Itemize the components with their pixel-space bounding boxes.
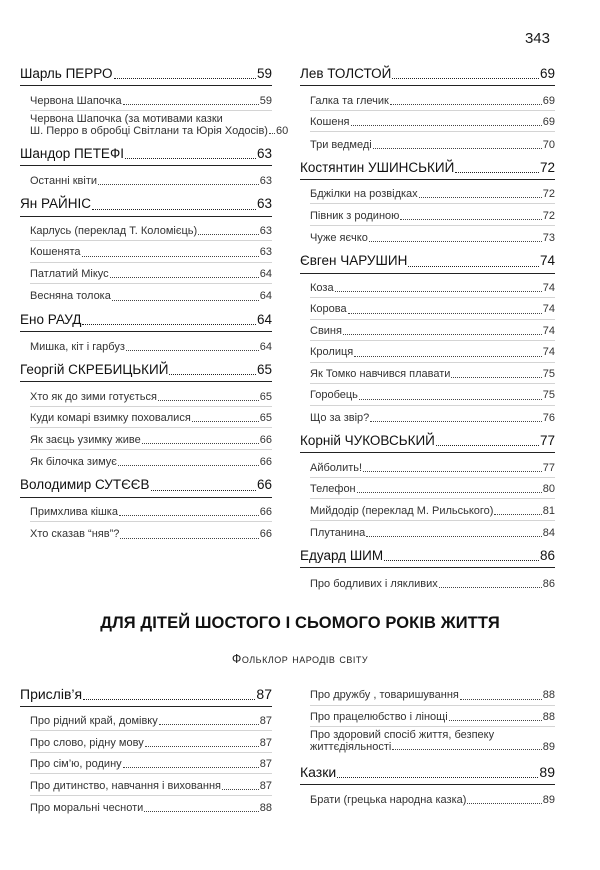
toc-item-page: 74 <box>542 346 555 359</box>
author-items <box>20 335 272 357</box>
author-group <box>20 475 272 543</box>
toc-item-page: 74 <box>542 281 555 294</box>
toc-item-page: 75 <box>542 367 555 380</box>
author-heading-title: Лев ТОЛСТОЙ <box>300 66 392 81</box>
toc-item-page: 80 <box>542 483 555 496</box>
leader-dots <box>337 777 538 778</box>
author-heading-title: Костянтин УШИНСЬКИЙ <box>300 159 455 175</box>
author-heading-page: 86 <box>539 548 555 564</box>
leader-dots <box>392 78 539 79</box>
toc-item-title: Хто як до зими готується <box>30 390 157 403</box>
toc-item-page: 89 <box>542 741 555 753</box>
page-number: 343 <box>524 30 550 47</box>
author-heading-title: Ян РАЙНІС <box>20 196 92 212</box>
toc-item-page: 87 <box>259 715 272 728</box>
toc-item-title: Про дружбу , товаришування <box>310 689 459 702</box>
leader-dots <box>144 811 258 812</box>
leader-dots <box>192 421 259 422</box>
leader-dots <box>119 515 259 516</box>
toc-item-title: Галка та глечик <box>310 94 389 107</box>
toc-item[interactable] <box>310 384 555 406</box>
leader-dots <box>198 234 259 235</box>
author-heading-title: Казки <box>300 764 337 780</box>
leader-dots <box>357 492 542 493</box>
toc-item-page: 63 <box>259 175 272 188</box>
toc-item-title: Плутанина <box>310 527 366 540</box>
toc-item-page: 70 <box>542 138 555 151</box>
toc-item[interactable] <box>30 796 272 818</box>
author-heading[interactable] <box>20 194 272 216</box>
toc-item[interactable] <box>310 298 555 320</box>
toc-item[interactable] <box>310 706 555 728</box>
toc-item[interactable] <box>30 111 289 140</box>
toc-item-title: Корова <box>310 303 347 316</box>
toc-item[interactable] <box>310 571 555 593</box>
author-items <box>20 710 272 818</box>
author-items <box>20 169 272 191</box>
toc-item-title: Патлатий Мікус <box>30 267 109 280</box>
author-heading-title: Євген ЧАРУШИН <box>300 253 408 269</box>
leader-dots <box>494 514 541 515</box>
author-items <box>20 385 272 471</box>
author-heading[interactable] <box>20 144 272 166</box>
leader-dots <box>392 749 541 750</box>
toc-item[interactable] <box>310 226 555 248</box>
author-items <box>300 277 555 428</box>
toc-item-title: Кошенята <box>30 246 81 259</box>
leader-dots <box>351 125 542 126</box>
toc-item-title: Про рідний край, домівку <box>30 715 158 728</box>
author-heading[interactable] <box>20 684 272 707</box>
toc-item[interactable] <box>30 450 272 472</box>
toc-item-title: Останні квіти <box>30 175 98 188</box>
author-heading-page: 66 <box>256 477 272 493</box>
author-heading-page: 89 <box>539 764 555 780</box>
leader-dots <box>151 490 256 491</box>
leader-dots <box>112 300 259 301</box>
toc-item-page: 88 <box>542 689 555 702</box>
leader-dots <box>343 334 542 335</box>
toc-item-title: Мишка, кіт і гарбуз <box>30 341 125 354</box>
leader-dots <box>145 746 259 747</box>
leader-dots <box>363 471 542 472</box>
toc-item-title: Горобець <box>310 389 358 402</box>
toc-item[interactable] <box>30 522 272 544</box>
author-group <box>300 762 555 809</box>
leader-dots <box>98 184 259 185</box>
leader-dots <box>159 724 259 725</box>
toc-item-title: Телефон <box>310 483 356 496</box>
leader-dots <box>419 197 542 198</box>
toc-item[interactable] <box>310 788 555 810</box>
toc-bottom-left-column <box>20 684 272 821</box>
toc-item-page: 66 <box>259 456 272 469</box>
toc-item-page: 66 <box>259 433 272 446</box>
author-items <box>300 788 555 810</box>
leader-dots <box>408 266 539 267</box>
toc-item-title: Весняна толока <box>30 290 111 303</box>
author-heading[interactable] <box>300 251 555 273</box>
leader-dots <box>359 399 542 400</box>
toc-item-title: Про слово, рідну мову <box>30 736 144 749</box>
author-heading-title: Володимир СУТЄЄВ <box>20 477 150 493</box>
author-heading-page: 72 <box>539 159 555 175</box>
toc-item-title: Брати (грецька народна казка) <box>310 794 467 807</box>
toc-item-title-line1: Червона Шапочка (за мотивами казки <box>30 112 223 125</box>
toc-item-title: Мийдодір (переклад М. Рильського) <box>310 504 494 517</box>
toc-item-title: Що за звір? <box>310 411 370 424</box>
toc-item-page: 81 <box>542 504 555 517</box>
author-group <box>20 360 272 471</box>
toc-item-page: 87 <box>259 736 272 749</box>
leader-dots <box>366 536 541 537</box>
toc-item[interactable] <box>30 335 272 357</box>
toc-item-title: Хто сказав “няв”? <box>30 528 120 541</box>
leader-dots <box>436 445 539 446</box>
section-subtitle: Фольклор народів світу <box>231 652 369 666</box>
leader-dots <box>222 789 259 790</box>
toc-item[interactable] <box>30 407 272 429</box>
author-heading-page: 65 <box>256 362 272 378</box>
toc-item-page: 66 <box>259 505 272 518</box>
author-items <box>20 501 272 544</box>
toc-item-page: 75 <box>542 389 555 402</box>
author-heading-page: 59 <box>256 66 272 81</box>
author-heading[interactable] <box>20 64 272 86</box>
toc-item-title: Півник з родиною <box>310 209 400 222</box>
toc-item[interactable] <box>310 89 555 111</box>
leader-dots <box>114 78 256 79</box>
toc-item[interactable] <box>30 710 272 732</box>
toc-item-title: Карлусь (переклад Т. Коломієць) <box>30 224 198 237</box>
leader-dots <box>158 400 259 401</box>
toc-item[interactable] <box>310 406 555 428</box>
leader-dots <box>92 209 256 210</box>
leader-dots <box>460 699 542 700</box>
leader-dots <box>110 277 259 278</box>
toc-item-page: 65 <box>259 390 272 403</box>
toc-item[interactable] <box>310 684 555 706</box>
leader-dots <box>269 133 275 134</box>
toc-item-page: 59 <box>259 94 272 107</box>
author-heading-title: Шандор ПЕТЕФІ <box>20 145 124 161</box>
toc-item-title: Примхлива кішка <box>30 505 118 518</box>
toc-item-page: 64 <box>259 290 272 303</box>
toc-item[interactable] <box>310 363 555 385</box>
author-heading-page: 69 <box>539 66 555 81</box>
author-group <box>300 64 555 154</box>
toc-item-title: Про сім’ю, родину <box>30 758 122 771</box>
toc-item-title: Айболить! <box>310 461 363 474</box>
toc-left-column <box>20 64 289 548</box>
author-heading[interactable] <box>300 762 555 785</box>
author-heading[interactable] <box>300 158 555 180</box>
leader-dots <box>370 421 541 422</box>
author-group <box>300 546 555 593</box>
author-heading[interactable] <box>20 475 272 497</box>
leader-dots <box>451 377 541 378</box>
author-group <box>300 158 555 248</box>
author-group <box>20 64 289 140</box>
toc-item-title: Кошеня <box>310 116 350 128</box>
author-heading-page: 87 <box>256 686 272 702</box>
author-group <box>20 144 272 191</box>
author-heading-page: 77 <box>539 433 555 449</box>
author-heading-page: 74 <box>539 253 555 269</box>
toc-item[interactable] <box>30 501 272 523</box>
leader-dots <box>123 104 259 105</box>
toc-item-wrapline <box>30 124 289 137</box>
toc-item[interactable] <box>30 89 272 111</box>
toc-item-title: Про працелюбство і лінощі <box>310 710 448 723</box>
toc-item-title: Свиня <box>310 324 342 337</box>
author-items <box>300 183 555 248</box>
toc-item[interactable] <box>30 241 272 263</box>
toc-item[interactable] <box>310 341 555 363</box>
toc-item-wrapline <box>310 741 555 753</box>
leader-dots <box>455 172 539 173</box>
author-heading[interactable] <box>20 310 272 332</box>
toc-item-page: 88 <box>542 710 555 723</box>
toc-item-title-line2: життєдіяльності <box>310 741 392 753</box>
toc-item[interactable] <box>30 263 272 285</box>
leader-dots <box>169 374 256 375</box>
toc-item-page: 64 <box>259 341 272 354</box>
toc-item[interactable] <box>310 478 555 500</box>
leader-dots <box>449 720 542 721</box>
toc-item[interactable] <box>30 731 272 753</box>
toc-right-column <box>300 64 555 597</box>
toc-item-title: Чуже яєчко <box>310 232 368 245</box>
toc-item-page: 87 <box>259 758 272 771</box>
author-items <box>300 89 555 154</box>
leader-dots <box>126 350 259 351</box>
toc-item-page: 64 <box>259 267 272 280</box>
toc-item[interactable] <box>30 753 272 775</box>
leader-dots <box>348 313 542 314</box>
author-heading-page: 63 <box>256 196 272 212</box>
leader-dots <box>118 465 259 466</box>
toc-item-page: 63 <box>259 246 272 259</box>
author-group <box>20 194 272 305</box>
author-heading-title: Георгій СКРЕБИЦЬКИЙ <box>20 362 169 378</box>
toc-item-title-line1: Про здоровий спосіб життя, безпеку <box>310 729 495 741</box>
toc-item-page: 73 <box>542 232 555 245</box>
author-heading-title: Едуард ШИМ <box>300 548 384 564</box>
toc-item-page: 89 <box>542 794 555 807</box>
leader-dots <box>439 587 542 588</box>
toc-item-title: Три ведмеді <box>310 138 372 151</box>
toc-item-title: Куди комарі взимку поховалися <box>30 412 191 425</box>
toc-item[interactable] <box>310 727 555 756</box>
leader-dots <box>120 538 258 539</box>
toc-item-title: Про дитинство, навчання і виховання <box>30 779 221 792</box>
leader-dots <box>335 291 542 292</box>
toc-item-title-line2: Ш. Перро в обробці Світлани та Юрія Ходосів) <box>30 124 268 137</box>
leader-dots <box>123 767 259 768</box>
toc-item[interactable] <box>310 111 555 133</box>
author-group <box>20 684 272 817</box>
toc-bottom-right-column <box>300 684 555 813</box>
toc-item[interactable] <box>30 220 272 242</box>
author-items <box>300 684 555 756</box>
toc-item-page: 69 <box>542 94 555 107</box>
toc-item-page: 63 <box>259 224 272 237</box>
author-heading[interactable] <box>300 64 555 86</box>
toc-item[interactable] <box>30 428 272 450</box>
leader-dots <box>400 219 541 220</box>
leader-dots <box>373 148 542 149</box>
toc-item[interactable] <box>310 320 555 342</box>
leader-dots <box>82 256 259 257</box>
author-heading-page: 64 <box>256 311 272 327</box>
toc-item[interactable] <box>310 132 555 154</box>
author-items <box>300 571 555 593</box>
toc-item-page: 74 <box>542 324 555 337</box>
toc-item-page: 86 <box>542 577 555 590</box>
author-items <box>20 89 289 140</box>
author-items <box>20 220 272 306</box>
leader-dots <box>125 158 256 159</box>
author-heading-title: Ено РАУД <box>20 311 82 327</box>
leader-dots <box>83 699 255 700</box>
toc-item-title: Про моральні чесноти <box>30 802 144 815</box>
toc-item[interactable] <box>310 277 555 299</box>
toc-item-title: Бджілки на розвідках <box>310 188 418 201</box>
leader-dots <box>390 104 542 105</box>
toc-item-page: 76 <box>542 411 555 424</box>
toc-item-page: 72 <box>542 188 555 201</box>
author-heading[interactable] <box>300 431 555 453</box>
toc-item-page: 88 <box>259 802 272 815</box>
toc-item[interactable] <box>30 169 272 191</box>
toc-item[interactable] <box>310 183 555 205</box>
toc-item-page: 60 <box>275 124 289 137</box>
toc-item[interactable] <box>310 499 555 521</box>
toc-item[interactable] <box>310 521 555 543</box>
toc-item-page: 87 <box>259 779 272 792</box>
leader-dots <box>82 324 256 325</box>
leader-dots <box>369 241 542 242</box>
toc-item-page: 66 <box>259 528 272 541</box>
author-heading[interactable] <box>20 360 272 382</box>
toc-item-page: 77 <box>542 461 555 474</box>
toc-item[interactable] <box>30 284 272 306</box>
toc-item-title: Як заєць узимку живе <box>30 433 141 446</box>
toc-item[interactable] <box>310 204 555 226</box>
toc-item-title: Червона Шапочка <box>30 94 122 107</box>
author-group <box>20 310 272 357</box>
toc-item-page: 74 <box>542 303 555 316</box>
toc-item-page: 72 <box>542 209 555 222</box>
leader-dots <box>354 356 542 357</box>
section-title: ДЛЯ ДІТЕЙ ШОСТОГО І СЬОМОГО РОКІВ ЖИТТЯ <box>100 614 500 632</box>
author-heading-title: Корній ЧУКОВСЬКИЙ <box>300 433 435 449</box>
author-heading-title: Шарль ПЕРРО <box>20 66 113 81</box>
toc-item-title: Як білочка зимує <box>30 456 117 469</box>
toc-item-title: Коза <box>310 281 334 294</box>
leader-dots <box>467 803 541 804</box>
toc-item-title: Про бодливих і лякливих <box>310 577 438 590</box>
author-heading[interactable] <box>300 546 555 568</box>
leader-dots <box>142 443 259 444</box>
toc-item-page: 69 <box>542 116 555 128</box>
toc-item-page: 65 <box>259 412 272 425</box>
author-items <box>300 456 555 542</box>
toc-item[interactable] <box>30 385 272 407</box>
toc-item[interactable] <box>310 456 555 478</box>
toc-item-title: Кролиця <box>310 346 354 359</box>
toc-item[interactable] <box>30 774 272 796</box>
toc-item-title: Як Томко навчився плавати <box>310 367 451 380</box>
leader-dots <box>384 560 539 561</box>
author-heading-title: Прислів’я <box>20 686 83 702</box>
author-group <box>300 251 555 427</box>
toc-item-page: 84 <box>542 527 555 540</box>
author-heading-page: 63 <box>256 145 272 161</box>
author-group <box>300 431 555 542</box>
